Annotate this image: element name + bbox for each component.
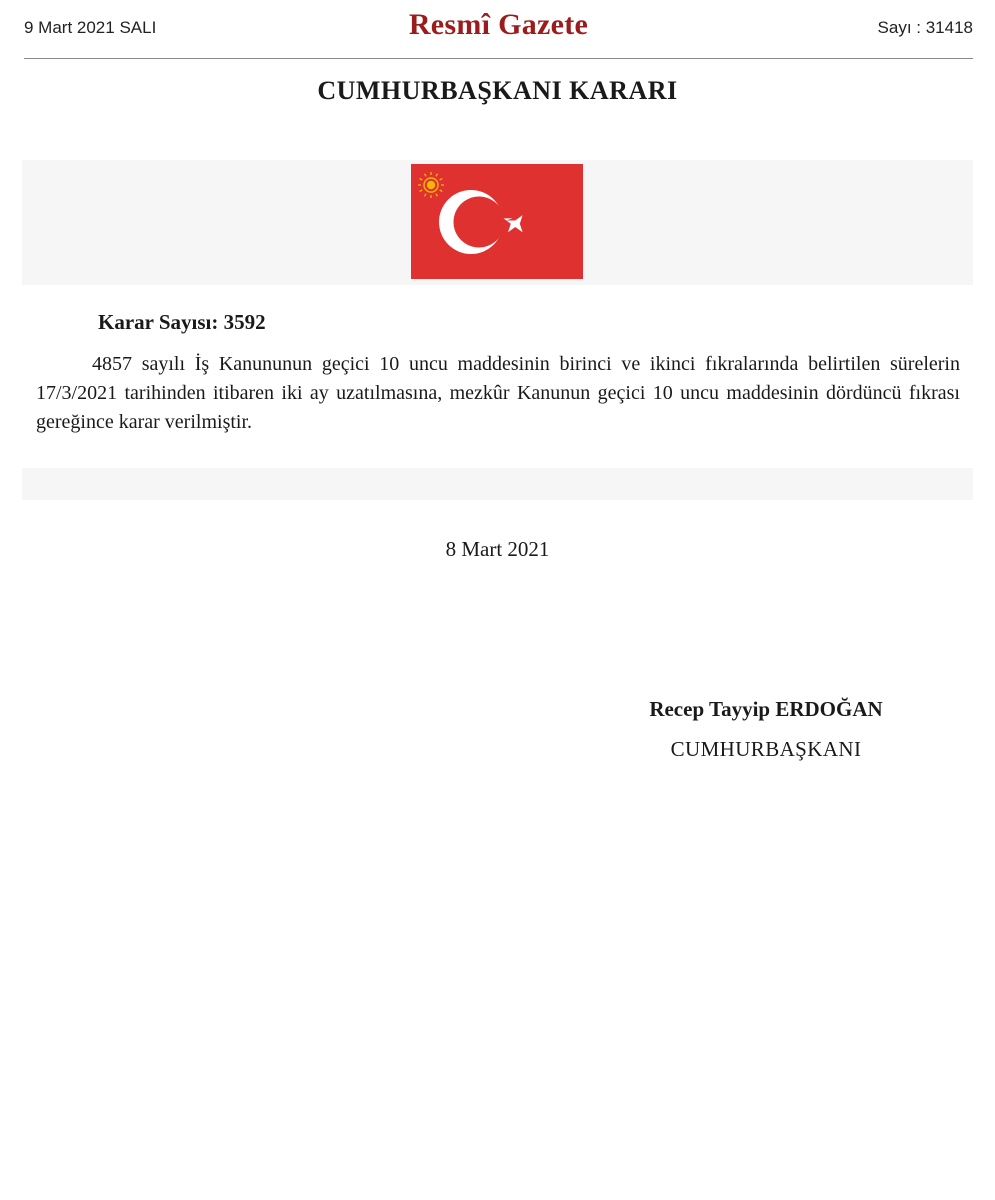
decision-number: Karar Sayısı: 3592 xyxy=(98,310,266,334)
gazette-header xyxy=(24,0,973,59)
decision-body-text: 4857 sayılı İş Kanununun geçici 10 uncu maddesinin birinci ve ikinci fıkralarında belirtilen sürelerin 17/3/2021 tarihinden itibaren iki ay uzatılmasına, mezkûr Kanunun geçici 10 uncu maddesinin dördüncü fıkrası gereğince karar verilmiştir. xyxy=(36,353,960,433)
gazette-title: Resmî Gazete xyxy=(408,8,589,41)
signing-date: 8 Mart 2021 xyxy=(445,537,550,561)
signer-title: CUMHURBAŞKANI xyxy=(670,737,862,761)
turkish-flag-presidential-seal-icon xyxy=(411,164,583,279)
document-title: CUMHURBAŞKANI KARARI xyxy=(317,76,678,105)
gazette-date: 9 Mart 2021 SALI xyxy=(24,18,157,37)
text-band xyxy=(22,468,973,500)
gazette-issue-number: Sayı : 31418 xyxy=(877,18,973,37)
signer-name: Recep Tayyip ERDOĞAN xyxy=(649,697,883,721)
